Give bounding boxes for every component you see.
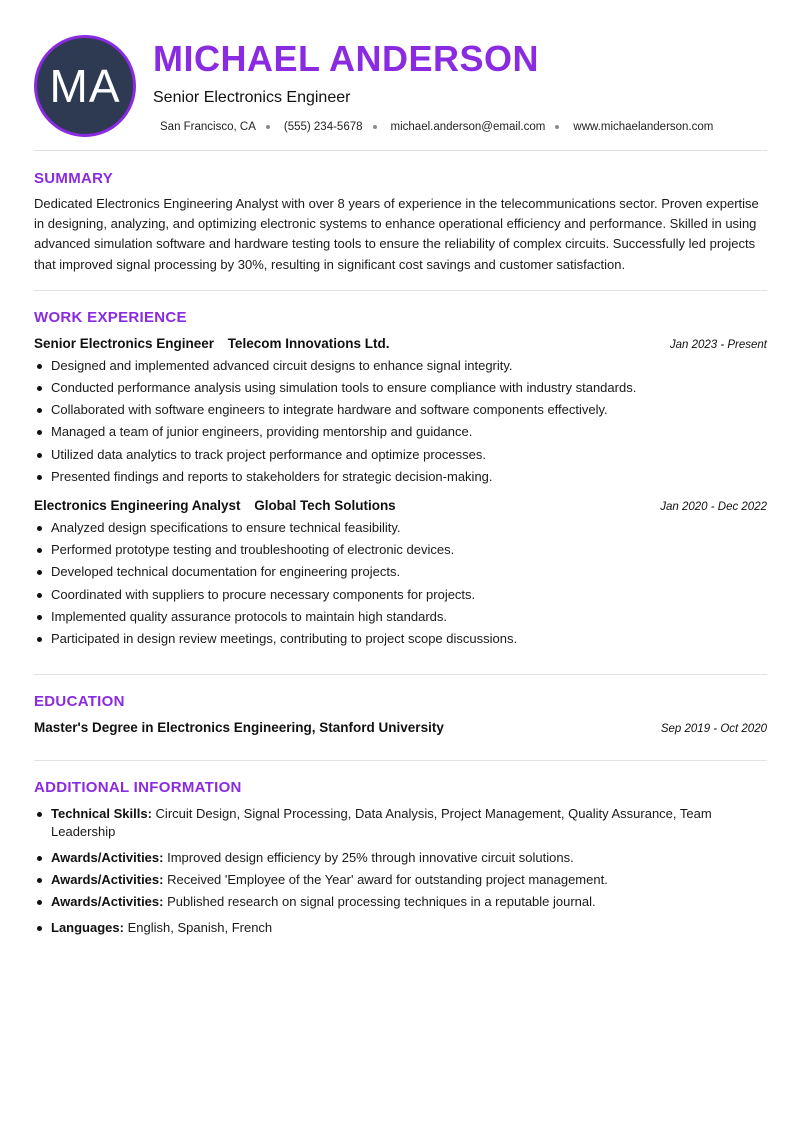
job-bullets xyxy=(34,517,767,650)
award-text: Improved design efficiency by 25% through innovative circuit solutions. xyxy=(167,850,574,866)
dot-separator-icon xyxy=(373,125,377,129)
language-item: English xyxy=(127,920,171,936)
list-item xyxy=(34,805,767,841)
job-header xyxy=(34,498,767,513)
education-entry xyxy=(34,720,767,735)
summary-section xyxy=(34,151,767,275)
job-entry xyxy=(34,498,767,650)
avatar xyxy=(34,35,136,137)
list-item: Presented findings and reports to stakeholders for strategic decision-making. xyxy=(34,466,767,488)
job-role: Electronics Engineering Analyst xyxy=(34,497,241,513)
list-item: Implemented quality assurance protocols to maintain high standards. xyxy=(34,606,767,628)
additional-list xyxy=(34,805,767,937)
award-text: Published research on signal processing techniques in a reputable journal. xyxy=(167,894,596,910)
contact-email: michael.anderson@email.com xyxy=(390,121,546,133)
candidate-title: Senior Electronics Engineer xyxy=(153,89,351,106)
additional-section xyxy=(34,761,767,937)
experience-heading: WORK EXPERIENCE xyxy=(34,308,187,326)
summary-heading: SUMMARY xyxy=(34,170,114,187)
dot-separator-icon xyxy=(266,125,270,129)
list-item: Analyzed design specifications to ensure technical feasibility. xyxy=(34,517,767,539)
list-item: Developed technical documentation for engineering projects. xyxy=(34,561,767,583)
list-item: Utilized data analytics to track project performance and optimize processes. xyxy=(34,444,767,466)
job-entry xyxy=(34,336,767,488)
languages-label: Languages: xyxy=(51,920,124,936)
job-header xyxy=(34,336,767,351)
list-item: Managed a team of junior engineers, providing mentorship and guidance. xyxy=(34,421,767,443)
list-item xyxy=(34,893,767,911)
skills-label: Technical Skills: xyxy=(51,806,152,822)
list-item: Performed prototype testing and troubleshooting of electronic devices. xyxy=(34,539,767,561)
education-dates: Sep 2019 - Oct 2020 xyxy=(660,723,767,736)
additional-heading: ADDITIONAL INFORMATION xyxy=(34,779,242,797)
skills-text: Circuit Design, Signal Processing, Data Analysis, Project Management, Quality Assurance, Team Leadership xyxy=(51,806,712,840)
contact-phone: (555) 234-5678 xyxy=(283,121,363,133)
dot-separator-icon xyxy=(555,125,559,129)
job-dates: Jan 2020 - Dec 2022 xyxy=(660,500,767,513)
job-bullets xyxy=(34,355,767,488)
awards-label: Awards/Activities: xyxy=(51,850,164,866)
list-item xyxy=(34,871,767,889)
awards-label: Awards/Activities: xyxy=(51,894,164,910)
experience-section xyxy=(34,291,767,650)
job-dates: Jan 2023 - Present xyxy=(669,338,767,351)
job-company: Global Tech Solutions xyxy=(254,497,396,513)
summary-text: Dedicated Electronics Engineering Analyst with over 8 years of experience in the telecommunications sector. Proven expertise in designing, analyzing, and optimizing electronic systems to enhance operational efficiency and performance. Skilled in using advanced simulation software and hardware testing tools to ensure the reliability of complex circuits. Successfully led projects that improved signal processing by 30%, resulting in significant cost savings and customer satisfaction. xyxy=(34,196,759,272)
awards-label: Awards/Activities: xyxy=(51,872,164,888)
list-item xyxy=(34,919,767,937)
avatar-initials: MA xyxy=(49,60,121,112)
list-item xyxy=(34,849,767,867)
resume-page xyxy=(34,0,767,937)
education-degree: Master's Degree in Electronics Engineering, Stanford University xyxy=(34,720,444,736)
list-item: Collaborated with software engineers to integrate hardware and software components effectively. xyxy=(34,399,767,421)
award-text: Received 'Employee of the Year' award for outstanding project management. xyxy=(167,872,608,888)
resume-header xyxy=(34,0,767,150)
contact-website: www.michaelanderson.com xyxy=(573,121,714,133)
contact-location: San Francisco, CA xyxy=(160,121,256,133)
list-item: Participated in design review meetings, contributing to project scope discussions. xyxy=(34,628,767,650)
candidate-name: MICHAEL ANDERSON xyxy=(153,38,540,79)
contact-info xyxy=(160,121,713,133)
list-item: Coordinated with suppliers to procure necessary components for projects. xyxy=(34,584,767,606)
language-item: , Spanish xyxy=(170,920,224,935)
list-item: Conducted performance analysis using simulation tools to ensure compliance with industry standards. xyxy=(34,377,767,399)
job-company: Telecom Innovations Ltd. xyxy=(227,335,390,351)
job-role: Senior Electronics Engineer xyxy=(34,335,215,351)
education-section xyxy=(34,675,767,735)
language-item: , French xyxy=(224,920,272,935)
list-item: Designed and implemented advanced circuit designs to enhance signal integrity. xyxy=(34,355,767,377)
education-heading: EDUCATION xyxy=(34,693,125,711)
